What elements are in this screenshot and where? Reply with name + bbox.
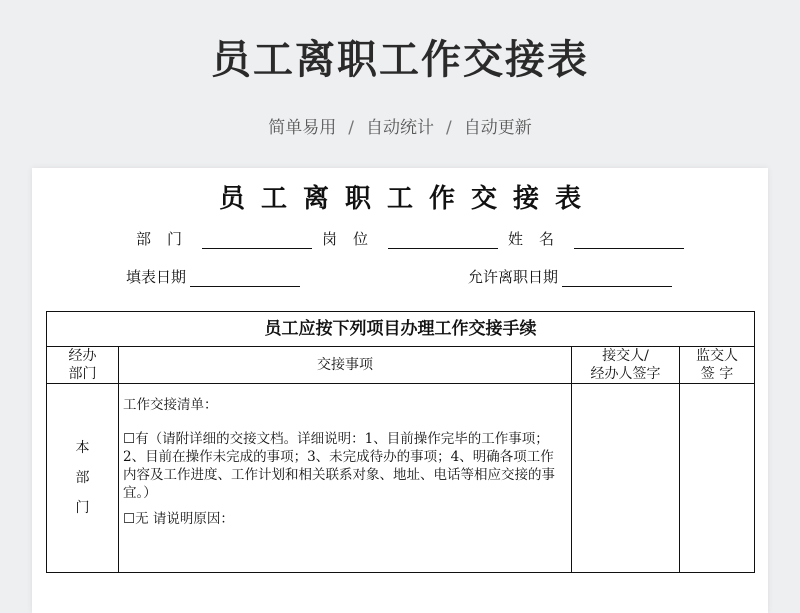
- fill-date-input-line[interactable]: [190, 270, 300, 287]
- col-dept-line2: 部门: [68, 366, 97, 382]
- department-input-line[interactable]: [202, 232, 312, 249]
- subtitle-separator: /: [348, 118, 354, 138]
- col-receiver-line2: 经办人签字: [590, 366, 661, 382]
- dept-char: 门: [75, 500, 90, 516]
- matters-cell[interactable]: [119, 384, 572, 573]
- handover-table: [46, 311, 755, 573]
- table-header-row: [47, 312, 755, 347]
- department-field: [136, 228, 312, 249]
- table-header: 员工应按下列项目办理工作交接手续: [47, 312, 755, 347]
- option-yes[interactable]: ☐有（请附详细的交接文档。详细说明：1、目前操作完毕的工作事项；2、目前在操作未完成的事项；3、未完成待办的事项；4、明确各项工作内容及工作进度、工作计划和相关联系对象、地址、电话等相应交接的事宜。）: [123, 431, 555, 501]
- department-label: 部门: [136, 230, 199, 248]
- dept-cell: [47, 384, 119, 573]
- col-receiver: [572, 347, 680, 384]
- dept-char: 部: [75, 470, 90, 486]
- col-matters: 交接事项: [119, 347, 572, 384]
- option-no[interactable]: ☐无 请说明原因：: [123, 511, 234, 527]
- banner-title: 员工离职工作交接表: [211, 37, 589, 83]
- supervisor-signature-cell[interactable]: [680, 384, 755, 573]
- banner-subtitle: [0, 113, 800, 138]
- col-dept-line1: 经办: [68, 348, 97, 364]
- position-label: 岗位: [322, 230, 385, 248]
- col-receiver-line1: 接交人/: [602, 348, 649, 364]
- subtitle-item: 简单易用: [268, 118, 337, 138]
- col-dept: [47, 347, 119, 384]
- col-supervisor: [680, 347, 755, 384]
- list-title: 工作交接清单：: [123, 397, 218, 413]
- name-label: 姓名: [508, 230, 571, 248]
- name-field: [508, 228, 684, 249]
- form-sheet: [32, 168, 768, 613]
- fill-date-label: 填表日期: [126, 268, 187, 286]
- col-supervisor-line1: 监交人: [696, 348, 738, 364]
- column-header-row: [47, 347, 755, 384]
- dept-char: 本: [75, 440, 90, 456]
- subtitle-item: 自动更新: [463, 118, 532, 138]
- name-input-line[interactable]: [574, 232, 684, 249]
- position-field: [322, 228, 498, 249]
- receiver-signature-cell[interactable]: [572, 384, 680, 573]
- subtitle-separator: /: [446, 118, 452, 138]
- leave-date-input-line[interactable]: [562, 270, 672, 287]
- position-input-line[interactable]: [388, 232, 498, 249]
- form-title: 员工离职工作交接表: [218, 184, 597, 214]
- col-supervisor-line2: 签 字: [700, 366, 734, 382]
- leave-date-label: 允许离职日期: [468, 268, 559, 286]
- subtitle-item: 自动统计: [366, 118, 434, 138]
- fill-date-field: [126, 266, 300, 287]
- table-row: [47, 384, 755, 573]
- leave-date-field: [468, 266, 672, 287]
